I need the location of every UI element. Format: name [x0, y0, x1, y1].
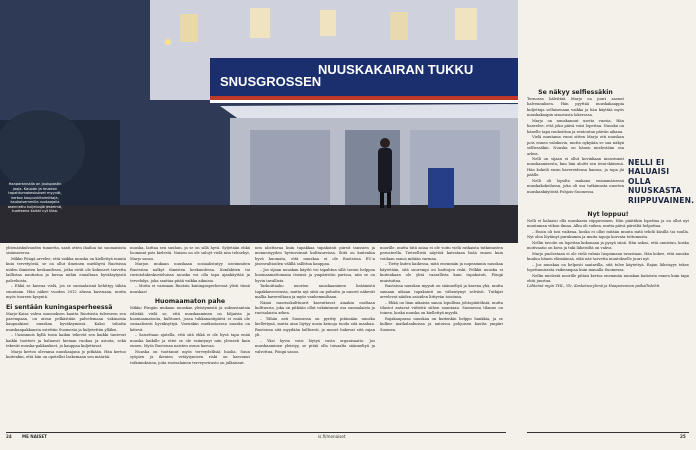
photo-caption: Haaparannalla on joulupostin jaaja. Kaupan ja museon tapahtumakeskukset myyvät, kertoo kaupunkitoimittaja, kaukaisemmilla ruokaajalla asennettu kuljetusjärjestelmä, tuotteena kaikki nyt tilaa.: [7, 182, 63, 213]
section-name: ME NAISET: [22, 434, 47, 439]
paragraph: Marjo-Kaisa vahva muonoksen kautta Ruotsista tuleeseen sen parempaan, on aivan pelkästään palvelemaan vakinaisia kaupunkiasi nuuskan hyväksymissä. Kaksi tuhatta nuuskanpakkausta ostettiin Suomesta ja kuljetettiin ylläksi.: [6, 311, 126, 332]
subheading-huomaamaton-pahe: Huomaamaton pahe: [154, 298, 226, 306]
site-url: is.fi/menaiset: [318, 434, 346, 439]
article-column-3: [255, 246, 375, 355]
paragraph: Ruotsissa nuuskan myynti on säänneltyä ja kasvaa yhä, mutta samaan aikaan tupakointi on vähentynyt selvästi. Tutkijat arvelevat näiden asioiden liittyvän toisiinsa.: [380, 284, 503, 300]
paragraph: – Ehkä on liian aikaista sanoa lopullisia johtopäätöksiä, mutta tilastot antavat viitteitä siihen suuntaan. Suomessa tilanne on toinen, koska nuuska on kiellettyä myydä.: [380, 300, 503, 316]
paragraph: nuorille, mutta tätä asiaa ei ole voitu vielä ratkaista tutkimusten perusteella. Tieteellistä näyttöä kaivataan lisää ennen kuin voidaan sanoa mitään varmaa.: [380, 246, 503, 261]
page-number-right: 25: [680, 434, 686, 439]
paragraph: Nämä nuorisokulttuurit kasvattavat ainakin osaltaan kulttuuria, joka on pitkään ollut vakiintunut osa suomalaista ja ruotsalaista arkea.: [255, 300, 375, 316]
paragraph: Rajakaupassa nuuskaa on kuitenkin helppo hankkia, ja se kulkee matkalaukuissa ja autoissa pohjoisen kautta ympäri Suomea.: [380, 316, 503, 332]
paragraph: Vielä muutama vuosi sitten Marjo otti nuuskan pois ennen valokuvia, mutta nykyään se saa näkyä selfiessäkin. Nuuska on hänen mielestään osa arkea.: [527, 135, 624, 156]
paragraph: Marjo puolestaan ei ole vielä valmis luopumaan tavastaan. Hän kokee, että nuuska kuuluu hänen elämäänsä, eikä näe tarvetta muutokselle juuri nyt.: [527, 251, 689, 262]
paragraph: Nelli on sijaan ei ollut kovinkaan innostunut nuuskaamisesta, kun hän aloitti sen teini-ikäisenä. Hän kokeili ensin kavereidensa kanssa, ja tapa jäi päälle.: [527, 156, 624, 178]
footer-rule-left: [6, 432, 506, 433]
article-column-2: [130, 246, 250, 366]
paragraph: Nuuska on tuottanut myös terveydellisiä huolia. Suun syöpien ja ikenien vetäytymisen riski on kasvanut tutkimuksissa, joita ruotsalainen terveysvirasto on julkaissut.: [130, 349, 250, 365]
paragraph: – Tietty kuten kaikessa, mitä enemmän ja nopeammin nuuskaa käytetään, sitä suurempi on haittojen riski. Pelkkä nuuska ei kuitenkaan ole yhtä vaarallista kuin tupakointi, Pöngä muistuttaa.: [380, 262, 503, 283]
right-column-upper: [527, 86, 624, 195]
paragraph: Marjo on nuuskannut useita vuosia. Hän haavelee, että joku päivä voisi lopettaa. Nuuska on hänelle tapa rauhoittua ja rentoutua päivän aikana.: [527, 118, 624, 134]
paragraph: – Ehkä se kasvaa vielä, jos se suomalaisnä kehittyy tähän suuntaan. Hän näkee vuoden 2012 alussa kasvuaan, mutta myös tuoreen kysyntä.: [6, 284, 126, 300]
hero-photo: [0, 0, 518, 243]
paragraph: yhtenäiskulvauden tunnetta, saati otten ihailua tai suomaisista sisämaveroa.: [6, 246, 126, 256]
paragraph: – Uusmmuis kyllä tosin kaikin tekevät sen kaikki tuntevat kaikki tuotteet ja haluavat hieman ruokaa ja asioita, sekä tekevät nuuska-pakkaukset, ja kauppaa kuljettavat.: [6, 333, 126, 349]
paragraph: Mikko Pöngä arvelee, että vaikka nuuska on kiellettyä muuta kuin tervetyöstä, se on ollut ilmeinen mielihyvä Ruotsissa niiden ihmisten keskuudessa, jotka eivät ole kokeneet tarvetta laillistaa nautintoa ja kuvaa niihin ennaltaan hyväksytyistä palveluista.: [6, 256, 126, 283]
subheading-kuningasperhe: Ei sentään kuningasperheessä: [6, 303, 113, 311]
paragraph: – Ensin oli tosi vaikeaa, koska ei ollut mitään muuta mitä tehdä käsillä tai suulla. Nyt olen löytänyt purukumin ja muita tapoja korvata tottumusta.: [527, 229, 689, 240]
paragraph: Mikko Pöngän mukaan nuuskan yleistymistä ja suksustantsia edistää vielä se, että nuuskaaminen on hiljaista ja huomaamatonta, kulttuuri, jossa tuhkanantipäivä ei enää ole sosiaalisesti hyväksyttyä. Varsinkin matkustaessa nuuska on kätevä.: [130, 306, 250, 332]
paragraph: Nellin tavoite on lopettaa kokonaan ja pysyä siinä. Hän uskoo, että onnistuu, koska motivaatio on kova ja tuki läheisiltä on vahva.: [527, 240, 689, 251]
paragraph: – Yksi hyvin voisi löytyä vasta organisaatio. Jos nuuskaaminen yleistyy, se pitää olla toisaalta säänneltyä ja valvottua, Pöngä sanoo.: [255, 338, 375, 354]
paragraph: Marjon mukaan nuuskaan sosiaalistutyy useimmiten Ruotsissa nalkyt ihmisten keskuudessa. Konfaktien tai ravintolakeskusteluissa nuuska voi olla tapa ajankäyttää ja tervehdys, joka saattaa pitää vaikka aikuisia.: [130, 262, 250, 283]
paragraph: Marjo kertoo olevansa nuuskaajana jo pitkään. Hän kertoo kuitenkin, että hän on opetellut laskemaan sen määrää.: [6, 349, 126, 360]
right-column-lower: [527, 208, 689, 290]
page-number-left: 24: [6, 434, 12, 439]
paragraph: Nellin mielestä nuorille pitäisi kertoa enemmän nuuskan haitoista ennen kuin tapa ehtii juurtua.: [527, 273, 689, 283]
article-column-1: [6, 246, 126, 361]
paragraph: – Jos nuuskaa on helposti saatavilla, sitä tulee käytettyä. Rajan läheisyys tekee lopettamisesta vaikeampaa kuin muualla Suomessa.: [527, 262, 689, 273]
paragraph: Tarkoittaako nuorten nuuskaaminen lisäämistä tupakkaverotusta, mutta nyt siitä on puhuttu ja nuoret näkevät mallia kavereiltaan ja myös vanhemmiltaan.: [255, 284, 375, 300]
subheading-selfie: Se näkyy selfiessäkin: [538, 89, 613, 96]
paragraph: – Tähän asti Suomessa on pyritty pitämään nuuska kiellettynä, mutta aina löytyy uusia keinoja tuoda sitä maahan. Ruotsissa sitä myydään laillisesti, ja monet hakevat sitä rajan yli.: [255, 316, 375, 338]
paragraph: nuuska, laittaa sen suuhun, ja se on sillä hyvä. Syljetään ehkä loommat pois kielestä. Naisen on ole suloyt vielä niin tehnehyt, Marjo sanoo.: [130, 246, 250, 261]
sign-left-text: SNUSGROSSEN: [220, 74, 322, 89]
paragraph: Nelli oli lopulta mukana ensimmäisessä nuuskakokeilussa, joka oli osa tutkimusta nuorten nuuskankäytöstä Pohjois-Suomessa.: [527, 178, 624, 194]
subheading-nyt-loppuu: Nyt loppuu!: [587, 211, 629, 218]
article-column-4: [380, 246, 503, 333]
sources-byline: Lähteinä myös THL, Yle, Kosketusryhmä ja Haaparannan paikallislehti.: [527, 284, 661, 289]
sign-right-text: NUUSKAKAIRAN TUKKU: [318, 62, 474, 77]
paragraph: nen aloittavaa kuin tupakkaa tupakointi piirsit tanssien ja menneisyyden hyvinvoinnit kulttuureissa. Siitä on kuitenkin hyvä huomata, että nuuskaa ei ole Ruotsissa EU:n jäsenvaltioiden välillä sallittua kauppaa.: [255, 246, 375, 267]
paragraph: – Mutta ei varmaan Ruotsin kuningasperheessä ylisti tässä nuuskaa!: [130, 284, 250, 294]
pull-quote: NELLI EI HALUAISI OLLA NUUSKASTA RIIPPUVAINEN.: [628, 158, 695, 205]
paragraph: – Saisettaan ajatella, että sitä ehkä ei ole hyvä tapa enää nuuska kaikille ja ettei se ole esiintynyt niin yleisesti kuin ennen. Myös Ruotsissa naisten osuus kasvaa.: [130, 333, 250, 349]
store-night-scene: [0, 0, 518, 243]
footer-rule-right: [527, 432, 689, 433]
paragraph: Nelli ei haluaisi olla nuuskasta riippuvainen. Hän päättikin lopettaa ja on ollut nyt muutaman viikon ilman. Alku oli vaikea, mutta päivä päivältä helpottaa.: [527, 219, 689, 229]
paragraph: Tornossa hälvittää Marjo on juuri saanut halvennuksen. Hän pyyttää nuuskakaappia kuljettaja sellaisenaan vaikka ja hän käyttää myös nuuskakaapin sisustusta lokerossa.: [527, 97, 624, 118]
paragraph: – Jos sijaan nuuskan käyttö voi tapahtua sillä tavoin helppoa huomaamattomana itsensä ja ympäristön parissa, niin se on hyvin tavallista.: [255, 267, 375, 283]
